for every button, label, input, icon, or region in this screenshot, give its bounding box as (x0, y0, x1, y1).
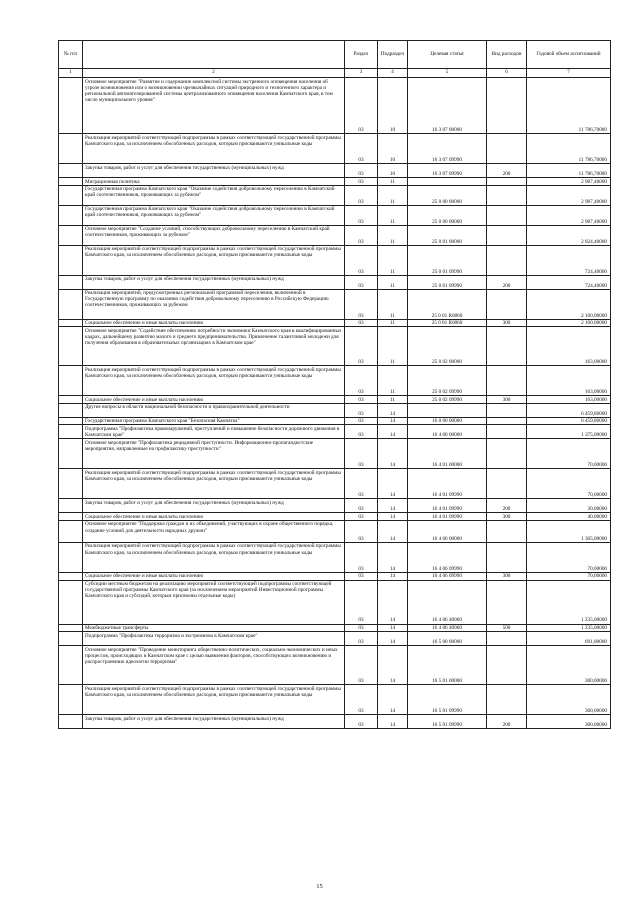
column-number: 3 (345, 69, 378, 78)
row-amount: 300,00000 (527, 715, 611, 729)
row-number (59, 417, 83, 425)
row-target-article: 16 4 00 00000 (408, 425, 487, 439)
header-annual-amount: Годовой объем ассигнований (527, 41, 611, 69)
row-name: Миграционная политика (83, 178, 345, 186)
row-number (59, 327, 83, 366)
row-amount: 691,80000 (527, 632, 611, 646)
row-number (59, 685, 83, 715)
table-row (59, 245, 611, 275)
row-amount: 724,40000 (527, 245, 611, 275)
row-name: Реализация мероприятий соответствующей подпрограммы в рамках соответствующей государственной программы Камчатского края, за исключением обособленных расходов, которым присваиваются уникальные коды (83, 685, 345, 715)
column-number: 6 (487, 69, 527, 78)
row-target-article: 16 4 06 09990 (408, 542, 487, 572)
row-podrazdel: 11 (378, 205, 408, 225)
row-target-article: 25 0 01 00000 (408, 225, 487, 245)
row-expense-type (487, 417, 527, 425)
row-amount: 11 786,70000 (527, 134, 611, 164)
row-podrazdel: 14 (378, 403, 408, 417)
row-expense-type: 300 (487, 572, 527, 580)
table-row (59, 439, 611, 469)
row-amount: 163,00000 (527, 327, 611, 366)
row-podrazdel: 14 (378, 499, 408, 513)
row-razdel: 03 (345, 289, 378, 319)
row-number (59, 134, 83, 164)
column-number-row (59, 69, 611, 78)
table-row (59, 685, 611, 715)
row-number (59, 289, 83, 319)
row-razdel: 03 (345, 425, 378, 439)
row-razdel: 03 (345, 624, 378, 632)
row-name: Основное мероприятие "Создание условий, способствующих добровольному переселению в Камчатский край соотечественников, проживающих за рубежом" (83, 225, 345, 245)
row-razdel: 03 (345, 685, 378, 715)
row-name: Межбюджетные трансферты (83, 624, 345, 632)
row-expense-type: 300 (487, 319, 527, 327)
header-target-article: Целевая статья (408, 41, 487, 69)
row-razdel: 03 (345, 469, 378, 499)
table-row (59, 513, 611, 521)
row-number (59, 580, 83, 624)
row-number (59, 513, 83, 521)
row-razdel: 03 (345, 327, 378, 366)
row-number (59, 185, 83, 205)
table-row (59, 319, 611, 327)
row-target-article: 16 5 01 00000 (408, 646, 487, 685)
table-row (59, 178, 611, 186)
table-row (59, 542, 611, 572)
row-target-article: 25 0 01 09990 (408, 245, 487, 275)
row-razdel: 03 (345, 499, 378, 513)
table-row (59, 499, 611, 513)
row-number (59, 499, 83, 513)
row-amount: 1 375,00000 (527, 425, 611, 439)
row-razdel: 03 (345, 275, 378, 289)
row-razdel: 03 (345, 715, 378, 729)
table-row (59, 646, 611, 685)
column-number: 5 (408, 69, 487, 78)
row-razdel: 03 (345, 319, 378, 327)
row-expense-type (487, 542, 527, 572)
row-amount: 2 100,00000 (527, 289, 611, 319)
row-number (59, 164, 83, 178)
row-razdel: 03 (345, 632, 378, 646)
row-number (59, 275, 83, 289)
row-podrazdel: 14 (378, 417, 408, 425)
row-amount: 1 305,00000 (527, 520, 611, 542)
row-name: Социальное обеспечение и иные выплаты населению (83, 572, 345, 580)
row-expense-type: 300 (487, 396, 527, 404)
table-row (59, 366, 611, 396)
row-expense-type (487, 245, 527, 275)
row-name: Реализация мероприятий соответствующей подпрограммы в рамках соответствующей государственной программы Камчатского края, за исключением обособленных расходов, которым присваиваются уникальные коды (83, 366, 345, 396)
row-expense-type (487, 520, 527, 542)
row-podrazdel: 14 (378, 469, 408, 499)
table-row (59, 469, 611, 499)
row-target-article (408, 403, 487, 417)
row-razdel: 03 (345, 205, 378, 225)
row-name: Подпрограмма "Профилактика терроризма и экстремизма в Камчатском крае" (83, 632, 345, 646)
row-amount: 40,00000 (527, 513, 611, 521)
row-amount: 300,00000 (527, 685, 611, 715)
row-expense-type (487, 469, 527, 499)
row-podrazdel: 10 (378, 164, 408, 178)
row-target-article: 25 0 02 00000 (408, 327, 487, 366)
table-row (59, 403, 611, 417)
row-expense-type (487, 425, 527, 439)
row-name: Подпрограмма "Профилактика правонарушений, преступлений и повышение безопасности дорожного движения в Камчатском крае" (83, 425, 345, 439)
row-podrazdel: 11 (378, 327, 408, 366)
row-name: Государственная программа Камчатского края "Оказание содействия добровольному переселению в Камчатский край соотечественников, проживающих за рубежом" (83, 185, 345, 205)
row-number (59, 225, 83, 245)
row-name: Другие вопросы в области национальной безопасности и правоохранительной деятельности (83, 403, 345, 417)
row-name: Основное мероприятие "Профилактика рецидивной преступности. Информационно-пропагандистские мероприятия, направленные на профилактику преступности" (83, 439, 345, 469)
row-target-article: 25 0 01 R0860 (408, 319, 487, 327)
row-target-article: 16 4 06 40060 (408, 624, 487, 632)
row-amount: 30,00000 (527, 499, 611, 513)
row-number (59, 366, 83, 396)
row-razdel: 03 (345, 78, 378, 134)
row-amount: 724,40000 (527, 275, 611, 289)
table-row (59, 580, 611, 624)
row-podrazdel: 14 (378, 715, 408, 729)
row-target-article: 16 4 06 40060 (408, 580, 487, 624)
row-target-article: 25 0 01 09990 (408, 275, 487, 289)
row-number (59, 632, 83, 646)
row-razdel: 03 (345, 178, 378, 186)
row-target-article: 25 0 02 09990 (408, 396, 487, 404)
row-target-article: 16 3 07 00000 (408, 78, 487, 134)
row-expense-type (487, 646, 527, 685)
row-amount: 2 987,40000 (527, 178, 611, 186)
row-expense-type (487, 439, 527, 469)
row-podrazdel: 14 (378, 646, 408, 685)
row-number (59, 319, 83, 327)
row-expense-type (487, 225, 527, 245)
row-target-article: 25 0 02 09990 (408, 366, 487, 396)
row-podrazdel: 11 (378, 185, 408, 205)
header-number: № п/п (59, 41, 83, 69)
row-podrazdel: 11 (378, 396, 408, 404)
row-number (59, 78, 83, 134)
row-target-article: 16 0 00 00000 (408, 417, 487, 425)
row-amount: 11 786,70000 (527, 164, 611, 178)
table-row (59, 396, 611, 404)
row-podrazdel: 10 (378, 134, 408, 164)
row-amount: 300,00000 (527, 646, 611, 685)
row-amount: 70,00000 (527, 469, 611, 499)
row-razdel: 03 (345, 542, 378, 572)
row-target-article: 16 3 07 09990 (408, 164, 487, 178)
table-row (59, 425, 611, 439)
row-name: Реализация мероприятий соответствующей подпрограммы в рамках соответствующей государственной программы Камчатского края, за исключением обособленных расходов, которым присваиваются уникальные коды (83, 245, 345, 275)
row-amount: 70,00000 (527, 439, 611, 469)
page-number: 15 (316, 883, 323, 890)
row-podrazdel: 14 (378, 439, 408, 469)
row-podrazdel: 10 (378, 78, 408, 134)
row-expense-type: 200 (487, 499, 527, 513)
row-expense-type: 200 (487, 275, 527, 289)
row-name: Субсидии местным бюджетам на реализацию мероприятий соответствующей подпрограммы соответствующей государственной программы Камчатского края (за исключением мероприятий Инвестиционной программы Камчатского края и субсидий, которым присвоены отдельные коды) (83, 580, 345, 624)
budget-table-sheet (58, 40, 610, 729)
row-target-article: 16 4 01 09990 (408, 469, 487, 499)
row-name: Реализация мероприятий, предусмотренных региональной программой переселения, включенной в Государственную программу по оказанию содействия добровольному переселению в Российскую Федерацию соотечественников, проживающих за рубежом (83, 289, 345, 319)
column-number: 4 (378, 69, 408, 78)
row-expense-type (487, 403, 527, 417)
row-target-article: 25 0 00 00000 (408, 205, 487, 225)
row-number (59, 396, 83, 404)
row-amount: 2 987,40000 (527, 205, 611, 225)
row-razdel: 03 (345, 225, 378, 245)
row-podrazdel: 11 (378, 319, 408, 327)
row-target-article: 16 5 00 00000 (408, 632, 487, 646)
row-amount: 2 100,00000 (527, 319, 611, 327)
row-name: Государственная программа Камчатского края "Оказание содействия добровольному переселению в Камчатский край соотечественников, проживающих за рубежом" (83, 205, 345, 225)
column-number: 2 (83, 69, 345, 78)
table-row (59, 417, 611, 425)
table-row (59, 275, 611, 289)
row-podrazdel: 14 (378, 425, 408, 439)
row-name: Основное мероприятие "Проведение мониторинга общественно-политических, социально-экономических и иных процессов, происходящих в Камчатском крае с целью выявления факторов, способствующих возникновению и распространению идеологии терроризма" (83, 646, 345, 685)
table-row (59, 327, 611, 366)
row-expense-type: 300 (487, 513, 527, 521)
row-target-article: 16 4 01 09990 (408, 513, 487, 521)
header-podrazdel: Подраздел (378, 41, 408, 69)
row-podrazdel: 14 (378, 572, 408, 580)
row-target-article: 25 0 01 R0860 (408, 289, 487, 319)
row-podrazdel: 11 (378, 245, 408, 275)
row-number (59, 542, 83, 572)
row-name: Социальное обеспечение и иные выплаты населению (83, 319, 345, 327)
row-name: Социальное обеспечение и иные выплаты населению (83, 513, 345, 521)
row-name: Реализация мероприятий соответствующей подпрограммы в рамках соответствующей государственной программы Камчатского края, за исключением обособленных расходов, которым присваиваются уникальные коды (83, 469, 345, 499)
row-razdel: 03 (345, 572, 378, 580)
row-amount: 1 235,00000 (527, 624, 611, 632)
row-number (59, 205, 83, 225)
row-expense-type (487, 185, 527, 205)
row-number (59, 439, 83, 469)
row-expense-type (487, 78, 527, 134)
row-podrazdel: 11 (378, 289, 408, 319)
row-expense-type (487, 134, 527, 164)
row-target-article: 16 4 06 09990 (408, 572, 487, 580)
row-name: Реализация мероприятий соответствующей подпрограммы в рамках соответствующей государственной программы Камчатского края, за исключением обособленных расходов, которым присваиваются уникальные коды (83, 134, 345, 164)
row-razdel: 03 (345, 439, 378, 469)
row-name: Основное мероприятие "Поддержка граждан и их объединений, участвующих в охране общественного порядка, создание условий для деятельности народных дружин" (83, 520, 345, 542)
row-razdel: 03 (345, 646, 378, 685)
row-name: Основное мероприятие "Развитие и содержание комплексной системы экстренного оповещения населения об угрозе возникновения или о возникновении чрезвычайных ситуаций природного и техногенного характера и региональной автоматизированной системы централизованного оповещения населения Камчатского края, в том числе муниципального уровня" (83, 78, 345, 134)
row-razdel: 03 (345, 185, 378, 205)
row-name: Закупка товаров, работ и услуг для обеспечения государственных (муниципальных) нужд (83, 499, 345, 513)
row-name: Основное мероприятие "Содействие обеспечению потребности экономики Камчатского края в квалифицированных кадрах, дальнейшему развитию малого и среднего предпринимательства. Привлечение талантливой молодежи для получения образования в образовательных организациях в Камчатском крае" (83, 327, 345, 366)
table-row (59, 225, 611, 245)
row-expense-type (487, 289, 527, 319)
row-podrazdel: 14 (378, 632, 408, 646)
row-expense-type: 500 (487, 624, 527, 632)
table-row (59, 715, 611, 729)
row-expense-type (487, 205, 527, 225)
row-expense-type (487, 632, 527, 646)
row-name: Социальное обеспечение и иные выплаты населению (83, 396, 345, 404)
row-number (59, 520, 83, 542)
row-razdel: 03 (345, 417, 378, 425)
table-row (59, 205, 611, 225)
row-podrazdel: 14 (378, 542, 408, 572)
row-razdel: 03 (345, 366, 378, 396)
table-row (59, 632, 611, 646)
row-target-article: 16 5 01 09990 (408, 685, 487, 715)
row-expense-type (487, 366, 527, 396)
row-podrazdel: 14 (378, 520, 408, 542)
header-row (59, 41, 611, 69)
row-expense-type (487, 327, 527, 366)
row-target-article (408, 178, 487, 186)
row-amount: 6 459,80000 (527, 403, 611, 417)
row-target-article: 16 5 01 09990 (408, 715, 487, 729)
row-razdel: 03 (345, 520, 378, 542)
row-expense-type (487, 580, 527, 624)
row-amount: 11 786,70000 (527, 78, 611, 134)
row-podrazdel: 14 (378, 513, 408, 521)
table-row (59, 572, 611, 580)
table-row (59, 289, 611, 319)
row-name: Закупка товаров, работ и услуг для обеспечения государственных (муниципальных) нужд (83, 164, 345, 178)
column-number: 1 (59, 69, 83, 78)
row-name: Реализация мероприятий соответствующей подпрограммы в рамках соответствующей государственной программы Камчатского края, за исключением обособленных расходов, которым присваиваются уникальные коды (83, 542, 345, 572)
row-expense-type: 200 (487, 715, 527, 729)
row-number (59, 624, 83, 632)
header-expense-type: Вид расходов (487, 41, 527, 69)
table-row (59, 624, 611, 632)
row-name: Закупка товаров, работ и услуг для обеспечения государственных (муниципальных) нужд (83, 275, 345, 289)
row-amount: 2 987,40000 (527, 185, 611, 205)
row-razdel: 03 (345, 396, 378, 404)
row-expense-type (487, 178, 527, 186)
row-name: Государственная программа Камчатского края "Безопасная Камчатка" (83, 417, 345, 425)
row-number (59, 245, 83, 275)
table-row (59, 520, 611, 542)
row-podrazdel: 14 (378, 624, 408, 632)
row-number (59, 715, 83, 729)
budget-table (58, 40, 611, 729)
row-number (59, 572, 83, 580)
table-body (59, 78, 611, 729)
row-podrazdel: 14 (378, 580, 408, 624)
table-row (59, 134, 611, 164)
row-target-article: 25 0 00 00000 (408, 185, 487, 205)
row-name: Закупка товаров, работ и услуг для обеспечения государственных (муниципальных) нужд (83, 715, 345, 729)
row-number (59, 403, 83, 417)
row-razdel: 03 (345, 513, 378, 521)
row-razdel: 03 (345, 164, 378, 178)
column-number: 7 (527, 69, 611, 78)
row-expense-type (487, 685, 527, 715)
header-razdel: Раздел (345, 41, 378, 69)
row-target-article: 16 3 07 09990 (408, 134, 487, 164)
row-amount: 2 824,40000 (527, 225, 611, 245)
row-number (59, 469, 83, 499)
table-row (59, 185, 611, 205)
row-number (59, 646, 83, 685)
table-row (59, 78, 611, 134)
row-podrazdel: 11 (378, 275, 408, 289)
row-expense-type: 200 (487, 164, 527, 178)
row-podrazdel: 11 (378, 225, 408, 245)
row-razdel: 03 (345, 580, 378, 624)
row-podrazdel: 11 (378, 178, 408, 186)
header-name (83, 41, 345, 69)
row-target-article: 16 4 01 00000 (408, 439, 487, 469)
row-amount: 6 459,80000 (527, 417, 611, 425)
row-razdel: 03 (345, 134, 378, 164)
row-amount: 70,00000 (527, 542, 611, 572)
row-amount: 70,00000 (527, 572, 611, 580)
row-amount: 163,00000 (527, 366, 611, 396)
row-podrazdel: 14 (378, 685, 408, 715)
row-razdel: 03 (345, 403, 378, 417)
row-target-article: 16 4 01 09990 (408, 499, 487, 513)
row-podrazdel: 11 (378, 366, 408, 396)
row-number (59, 178, 83, 186)
table-row (59, 164, 611, 178)
row-number (59, 425, 83, 439)
row-amount: 163,00000 (527, 396, 611, 404)
row-amount: 1 235,00000 (527, 580, 611, 624)
row-target-article: 16 4 06 00000 (408, 520, 487, 542)
row-razdel: 03 (345, 245, 378, 275)
